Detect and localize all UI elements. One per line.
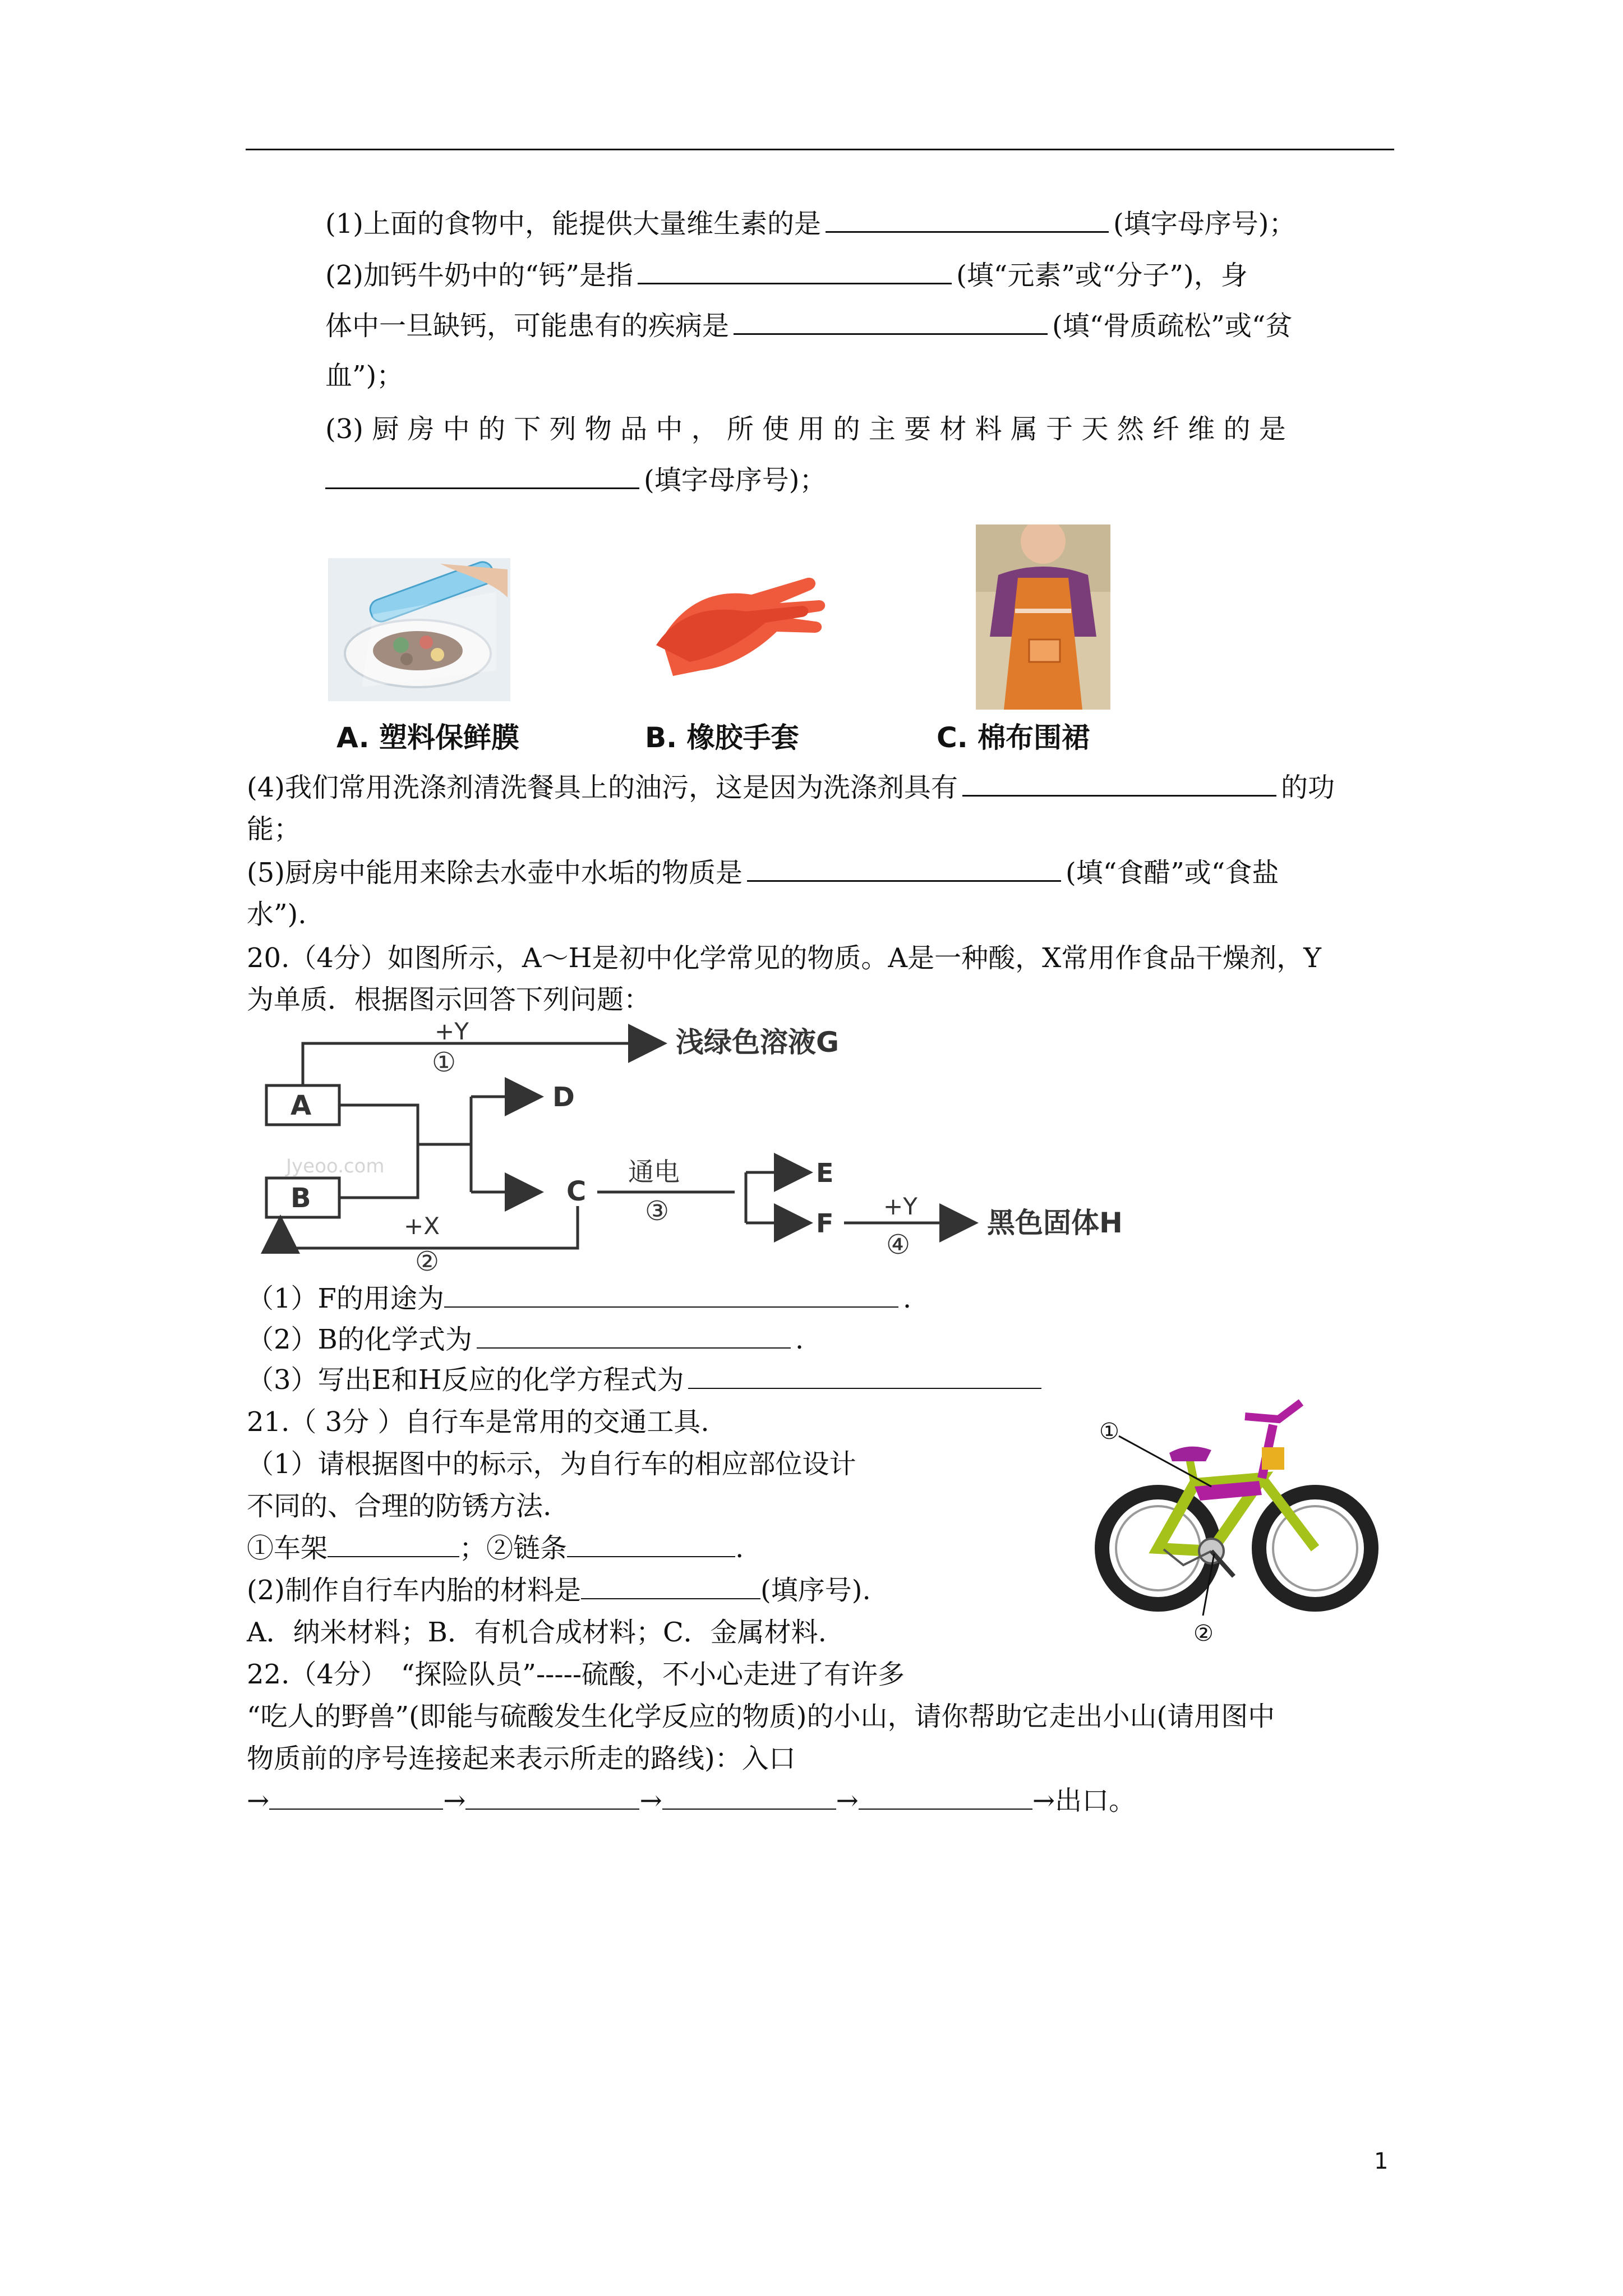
q20-sub2 xyxy=(247,1323,804,1356)
q20-sub1-text: （1）F的用途为 xyxy=(247,1283,444,1314)
box-a-label: A xyxy=(291,1090,312,1121)
label-plus-x: +X xyxy=(404,1212,440,1240)
q21-chain-label: ；②链条 xyxy=(459,1533,568,1564)
q19-part5-suffix: (填“食醋”或“食盐 xyxy=(1066,857,1279,889)
q21-sub1-line2: 不同的、合理的防锈方法. xyxy=(247,1490,552,1522)
q19-part2-blank[interactable] xyxy=(638,258,952,284)
route-exit: →出口。 xyxy=(1032,1785,1136,1816)
q19-part2-suffix: (填“元素”或“分子”)，身 xyxy=(956,260,1248,291)
route-arrow-3: → xyxy=(639,1785,662,1816)
q20-intro-line2: 为单质．根据图示回答下列问题： xyxy=(247,984,651,1015)
q21-frame-label: ①车架 xyxy=(247,1533,328,1564)
label-step-2: ② xyxy=(415,1246,440,1276)
q19-part5-blank[interactable] xyxy=(747,855,1061,882)
q19-part1-blank[interactable] xyxy=(826,206,1109,233)
page-number: 1 xyxy=(1374,2148,1389,2174)
q20-sub1-blank[interactable] xyxy=(444,1282,898,1308)
q20-sub2-text: （2）B的化学式为 xyxy=(247,1324,472,1355)
reaction-flow-diagram xyxy=(247,1018,1245,1276)
route-blank-3[interactable] xyxy=(662,1784,836,1810)
node-e: E xyxy=(816,1158,834,1188)
q19-part4-text: (4)我们常用洗涤剂清洗餐具上的油污，这是因为洗涤剂具有 xyxy=(247,772,958,803)
plastic-wrap-image xyxy=(328,558,510,701)
route-arrow-4: → xyxy=(836,1785,859,1816)
label-step-4: ④ xyxy=(886,1229,911,1260)
q19-part1-text: (1)上面的食物中，能提供大量维生素的是 xyxy=(325,208,821,240)
q20-sub2-suffix: . xyxy=(795,1324,804,1355)
caption-a: A. 塑料保鲜膜 xyxy=(336,721,520,754)
q21-sub2 xyxy=(247,1573,871,1607)
diagram-watermark: Jyeoo.com xyxy=(286,1155,385,1177)
q19-part1 xyxy=(325,206,1295,241)
q21-chain-blank[interactable] xyxy=(567,1531,735,1557)
q19-part2 xyxy=(325,258,1248,292)
label-plus-y-2: +Y xyxy=(883,1193,917,1220)
q21-sub1-line1: （1）请根据图中的标示，为自行车的相应部位设计 xyxy=(247,1448,856,1480)
q19-part2b-text: 体中一旦缺钙，可能患有的疾病是 xyxy=(325,310,730,342)
q21-chain-suffix: . xyxy=(735,1533,744,1564)
q19-part2c xyxy=(325,359,403,393)
label-step-1: ① xyxy=(432,1047,457,1078)
q19-part2-text: (2)加钙牛奶中的“钙”是指 xyxy=(325,260,634,291)
node-f: F xyxy=(816,1208,834,1239)
label-step-3: ③ xyxy=(645,1195,670,1227)
q20-sub1 xyxy=(247,1282,911,1315)
q19-part5b-text: 水”). xyxy=(247,899,307,930)
q22-line3: 物质前的序号连接起来表示所走的路线)：入口 xyxy=(247,1743,796,1774)
route-blank-4[interactable] xyxy=(859,1784,1032,1810)
q19-part4-blank[interactable] xyxy=(962,770,1276,797)
q20-intro-line1: 20.（4分）如图所示，A～H是初中化学常见的物质。A是一种酸，X常用作食品干燥剂，Y xyxy=(247,942,1321,974)
cotton-apron-image xyxy=(976,524,1110,710)
q20-sub2-blank[interactable] xyxy=(477,1323,791,1349)
q21-sub2-suffix: (填序号). xyxy=(760,1575,871,1606)
q19-part5b xyxy=(247,898,307,931)
node-d: D xyxy=(552,1082,575,1113)
arrow-a-to-g xyxy=(303,1043,662,1085)
q20-sub3-text: （3）写出E和H反应的化学方程式为 xyxy=(247,1364,684,1396)
label-plus-y-1: +Y xyxy=(435,1018,469,1045)
q19-part3-suffix: (填字母序号)； xyxy=(644,464,827,496)
q21-sub1-blanks xyxy=(247,1531,744,1565)
box-b-label: B xyxy=(291,1182,311,1214)
q21-sub2-blank[interactable] xyxy=(581,1573,760,1599)
q19-part1-suffix: (填字母序号)； xyxy=(1113,208,1296,240)
q19-part4b xyxy=(247,812,301,846)
q22-line2: “吃人的野兽”(即能与硫酸发生化学反应的物质)的小山，请你帮助它走出小山(请用图中 xyxy=(247,1701,1275,1732)
q19-part3-blank[interactable] xyxy=(325,463,639,489)
q19-part5-text: (5)厨房中能用来除去水壶中水垢的物质是 xyxy=(247,857,743,889)
q20-sub3 xyxy=(247,1363,1046,1397)
q21-frame-blank[interactable] xyxy=(328,1531,459,1557)
q19-part2b xyxy=(325,309,1292,343)
route-arrow-1: → xyxy=(247,1785,270,1816)
q19-part3b xyxy=(325,463,826,497)
join-ab xyxy=(339,1105,418,1198)
q19-part2b-suffix: (填“骨质疏松”或“贫 xyxy=(1052,310,1293,342)
q19-part2c-text: 血”)； xyxy=(325,360,404,392)
q19-part3-text: (3) 厨 房 中 的 下 列 物 品 中 ， 所 使 用 的 主 要 材 料 属 于 天 然 纤 维 的 是 xyxy=(325,413,1286,445)
q19-part5 xyxy=(247,855,1279,890)
route-blank-2[interactable] xyxy=(465,1784,639,1810)
node-h: 黑色固体H xyxy=(987,1207,1123,1239)
q19-part4-suffix: 的功 xyxy=(1281,772,1335,803)
q21-options: A．纳米材料；B．有机合成材料；C．金属材料. xyxy=(247,1617,827,1648)
node-g: 浅绿色溶液G xyxy=(676,1026,840,1059)
q22-title: 22.（4分） “探险队员”-----硫酸，不小心走进了有许多 xyxy=(247,1659,905,1690)
caption-c: C. 棉布围裙 xyxy=(937,721,1090,754)
route-blank-1[interactable] xyxy=(269,1784,443,1810)
q19-part4 xyxy=(247,770,1335,804)
route-arrow-2: → xyxy=(443,1785,466,1816)
q22-route-line xyxy=(247,1784,1136,1818)
q20-sub1-suffix: . xyxy=(902,1283,912,1314)
bike-marker-frame: ① xyxy=(1099,1419,1119,1444)
label-electrolysis: 通电 xyxy=(628,1157,680,1187)
q19-part3 xyxy=(325,412,1286,446)
bike-marker-chain: ② xyxy=(1193,1621,1214,1646)
q19-part4b-text: 能； xyxy=(247,813,301,845)
q21-sub2-text: (2)制作自行车内胎的材料是 xyxy=(247,1575,581,1606)
q20-sub3-blank[interactable] xyxy=(688,1363,1041,1389)
q19-part2b-blank[interactable] xyxy=(734,309,1048,335)
rubber-gloves-image xyxy=(639,555,841,687)
header-rule xyxy=(246,149,1394,150)
q21-title: 21.（ 3分 ）自行车是常用的交通工具. xyxy=(247,1406,709,1438)
bicycle-image xyxy=(1094,1380,1385,1660)
caption-b: B. 橡胶手套 xyxy=(645,721,799,754)
node-c: C xyxy=(566,1176,587,1207)
